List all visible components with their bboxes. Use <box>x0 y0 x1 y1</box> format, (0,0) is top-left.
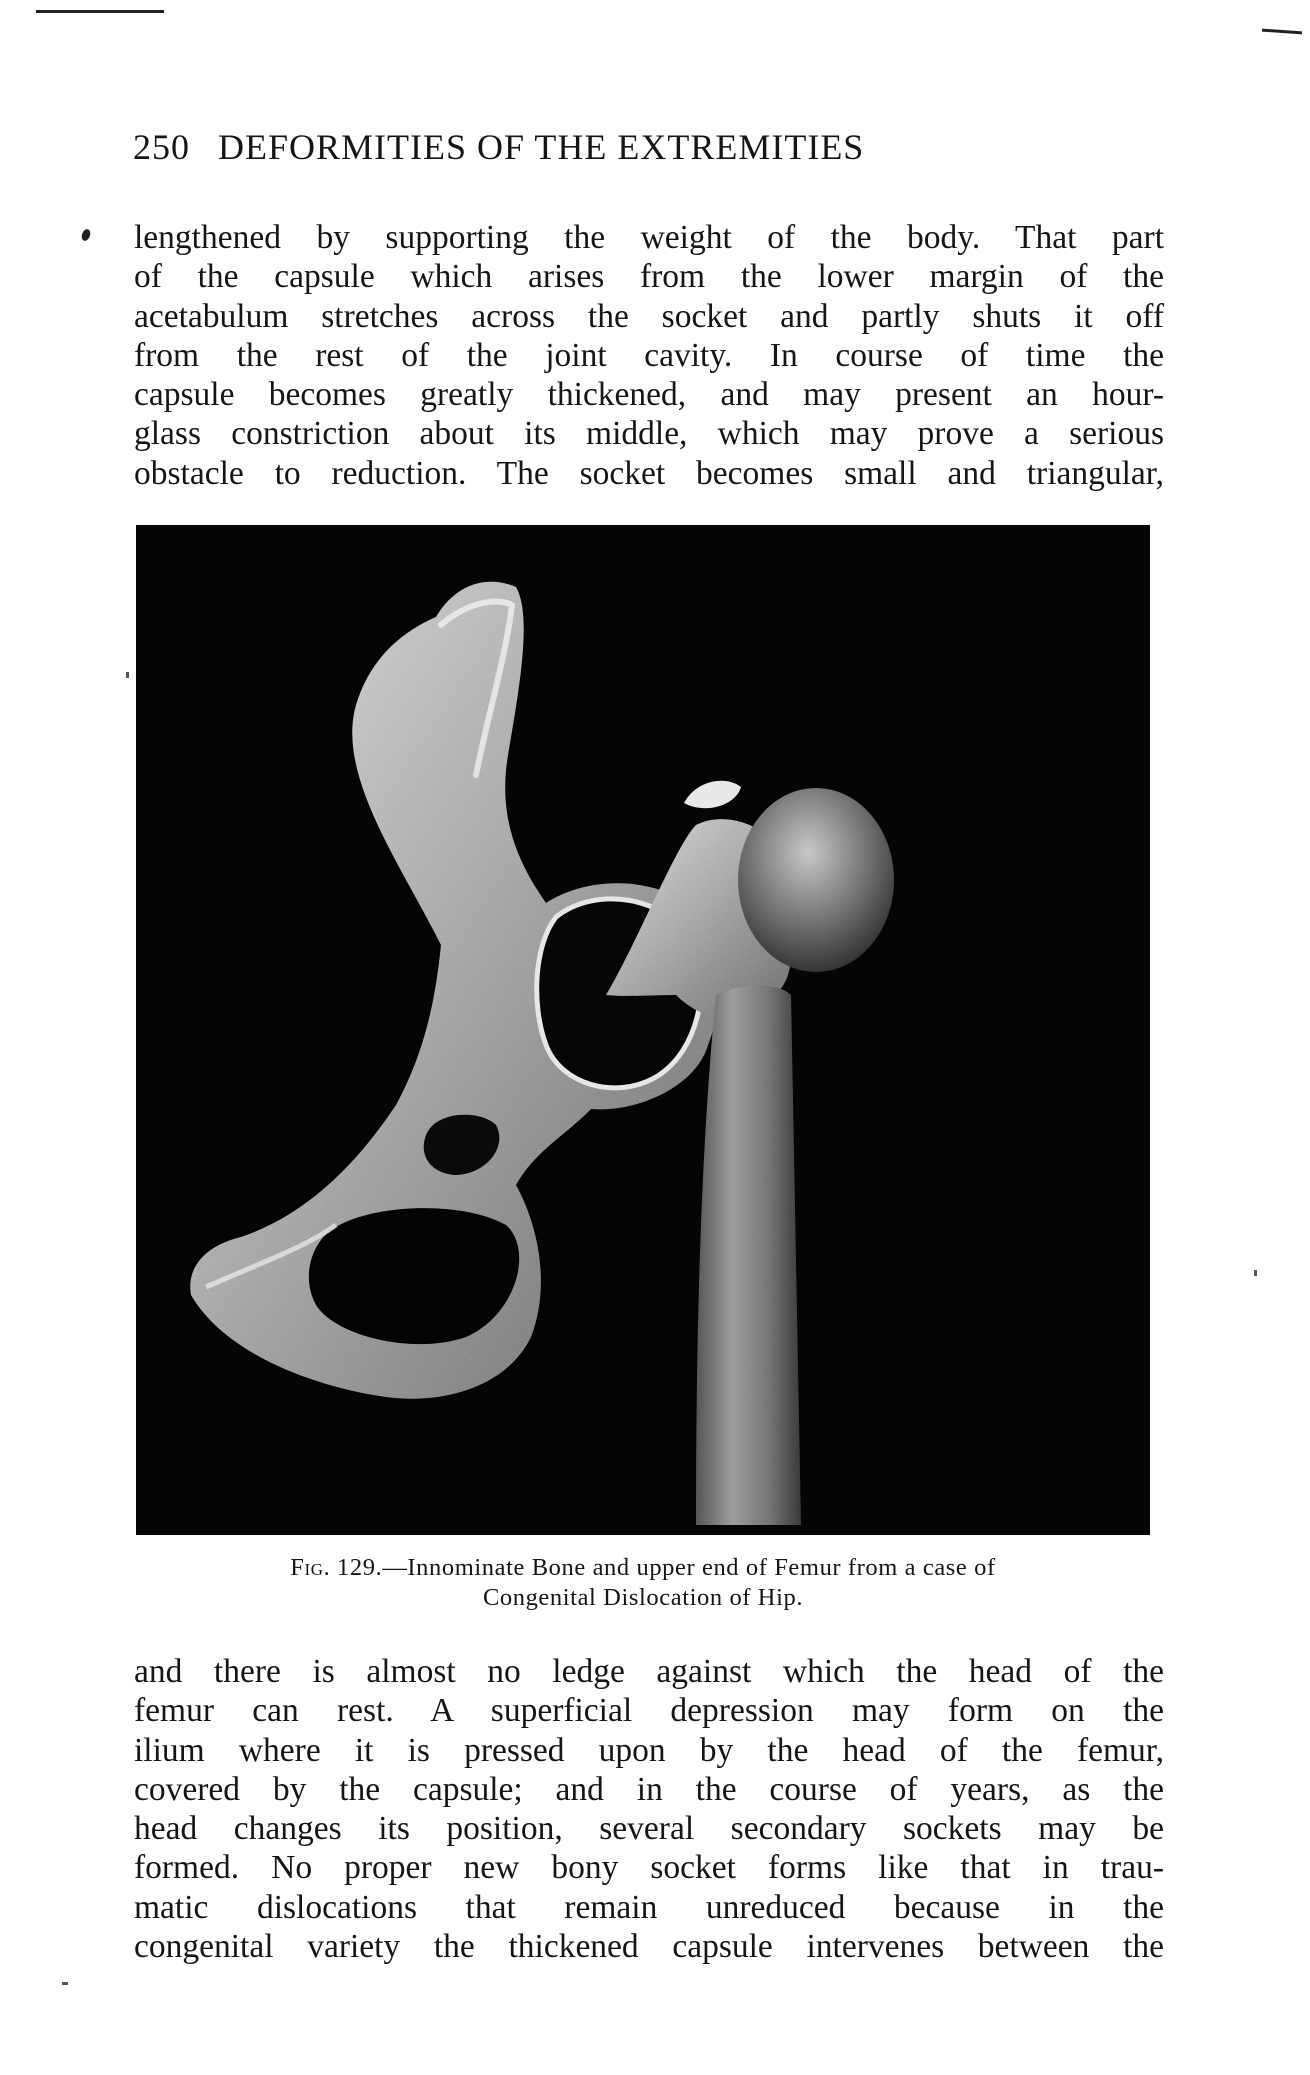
text-line: congenital variety the thickened capsule intervenes between the <box>134 1928 1164 1966</box>
text-line: formed. No proper new bony socket forms like that in trau- <box>134 1849 1164 1887</box>
scan-edge-mark-right <box>1262 29 1302 35</box>
text-line: capsule becomes greatly thickened, and may present an hour- <box>134 376 1164 414</box>
text-line: obstacle to reduction. The socket becomes small and triangular, <box>134 454 1164 492</box>
text-line: ilium where it is pressed upon by the head of the femur, <box>134 1731 1164 1769</box>
page-number: 250 <box>133 127 190 167</box>
text-line: femur can rest. A superficial depression may form on the <box>134 1692 1164 1730</box>
caption-text-line2: Congenital Dislocation of Hip. <box>482 1584 804 1611</box>
text-line: glass constriction about its middle, which may prove a serious <box>134 415 1164 453</box>
text-line: from the rest of the joint cavity. In course of time the <box>134 336 1164 374</box>
text-line: lengthened by supporting the weight of the body. That part <box>134 219 1164 256</box>
text-line: and there is almost no ledge against which the head of the <box>134 1653 1164 1690</box>
text-line: matic dislocations that remain unreduced because in the <box>134 1888 1164 1926</box>
margin-speck <box>126 672 129 678</box>
body-paragraph-top <box>134 218 1164 493</box>
figure-caption <box>136 1553 1150 1613</box>
figure-number: Fig. 129. <box>290 1554 383 1581</box>
femoral-head <box>738 788 894 972</box>
margin-speck <box>1254 1270 1257 1276</box>
caption-text-line1: —Innominate Bone and upper end of Femur from a case of <box>382 1554 996 1581</box>
chapter-title: DEFORMITIES OF THE EXTREMITIES <box>218 127 865 167</box>
body-paragraph-bottom <box>134 1652 1164 1966</box>
text-line: acetabulum stretches across the socket and partly shuts it off <box>134 297 1164 335</box>
figure-photograph <box>136 525 1150 1535</box>
margin-mark <box>80 228 92 242</box>
scan-edge-mark-left <box>36 10 164 13</box>
bone-specimens-image <box>136 525 1150 1535</box>
text-line: of the capsule which arises from the lower margin of the <box>134 258 1164 296</box>
margin-speck <box>62 1982 68 1985</box>
text-line: covered by the capsule; and in the course of years, as the <box>134 1770 1164 1808</box>
running-head <box>133 126 1173 168</box>
text-line: head changes its position, several secondary sockets may be <box>134 1810 1164 1848</box>
